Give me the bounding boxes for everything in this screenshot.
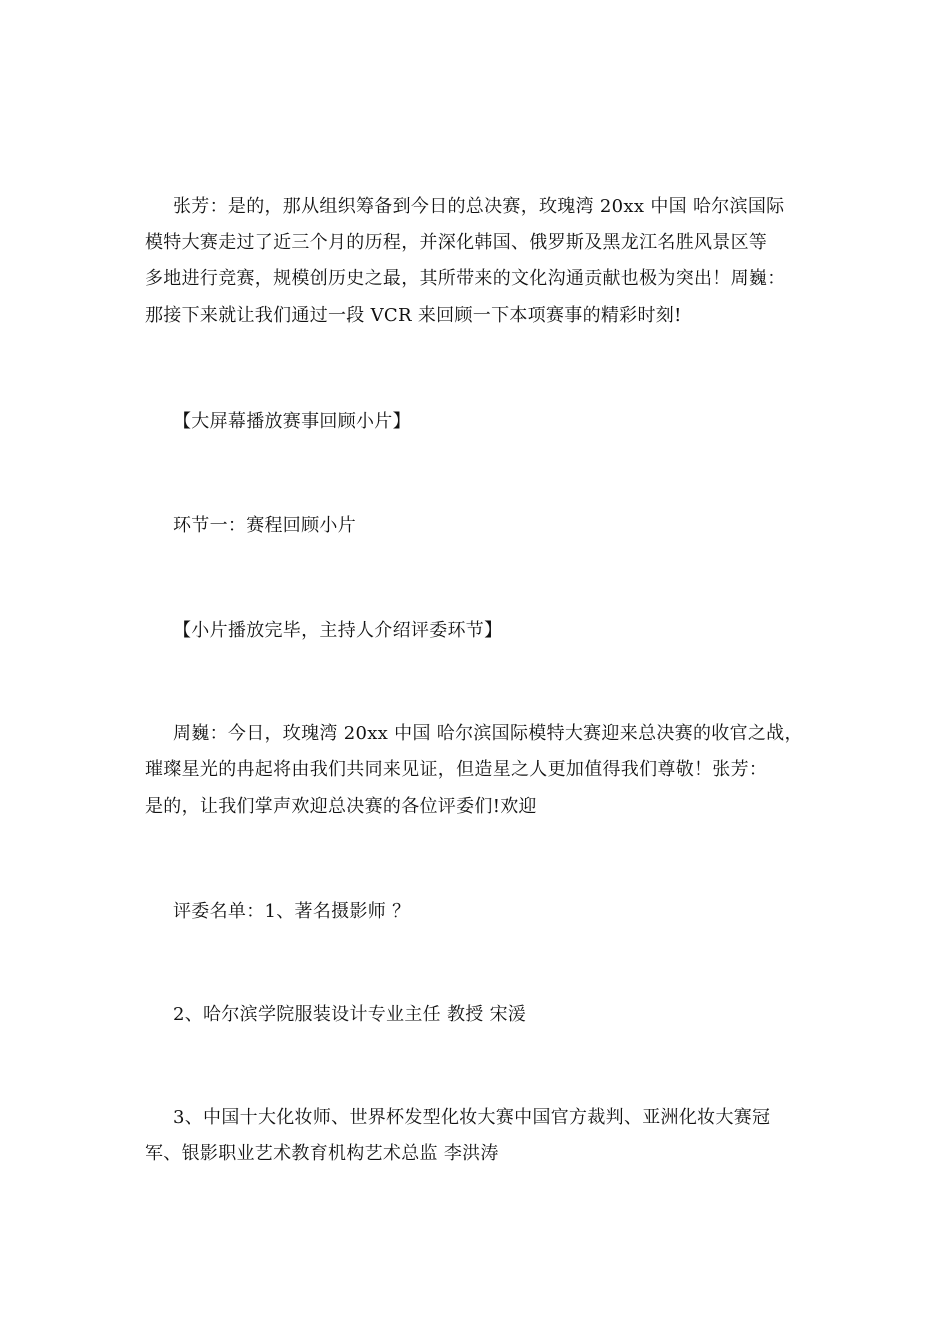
paragraph-6-line-1: 评委名单：1、著名摄影师 ？ xyxy=(173,901,411,922)
paragraph-8-line-2: 军、银影职业艺术教育机构艺术总监 李洪涛 xyxy=(145,1143,499,1164)
paragraph-1-line-1: 张芳：是的，那从组织筹备到今日的总决赛，玫瑰湾 20xx 中国 哈尔滨国际 xyxy=(173,196,785,217)
paragraph-5-line-1: 周巍：今日，玫瑰湾 20xx 中国 哈尔滨国际模特大赛迎来总决赛的收官之战， xyxy=(173,723,803,744)
paragraph-3-line-1: 环节一：赛程回顾小片 xyxy=(173,515,356,536)
paragraph-2-line-1: 【大屏幕播放赛事回顾小片】 xyxy=(173,411,411,432)
paragraph-7-line-1: 2、哈尔滨学院服装设计专业主任 教授 宋湲 xyxy=(173,1004,527,1025)
paragraph-1-line-4: 那接下来就让我们通过一段 VCR 来回顾一下本项赛事的精彩时刻! xyxy=(145,305,682,326)
paragraph-1-line-3: 多地进行竞赛，规模创历史之最，其所带来的文化沟通贡献也极为突出！周巍： xyxy=(145,268,786,289)
paragraph-5-line-3: 是的，让我们掌声欢迎总决赛的各位评委们!欢迎 xyxy=(145,796,537,817)
paragraph-4-line-1: 【小片播放完毕，主持人介绍评委环节】 xyxy=(173,620,503,641)
paragraph-5-line-2: 璀璨星光的冉起将由我们共同来见证，但造星之人更加值得我们尊敬！张芳： xyxy=(145,759,768,780)
paragraph-8-line-1: 3、中国十大化妆师、世界杯发型化妆大赛中国官方裁判、亚洲化妆大赛冠 xyxy=(173,1107,771,1128)
paragraph-1-line-2: 模特大赛走过了近三个月的历程，并深化韩国、俄罗斯及黑龙江名胜风景区等 xyxy=(145,232,768,253)
